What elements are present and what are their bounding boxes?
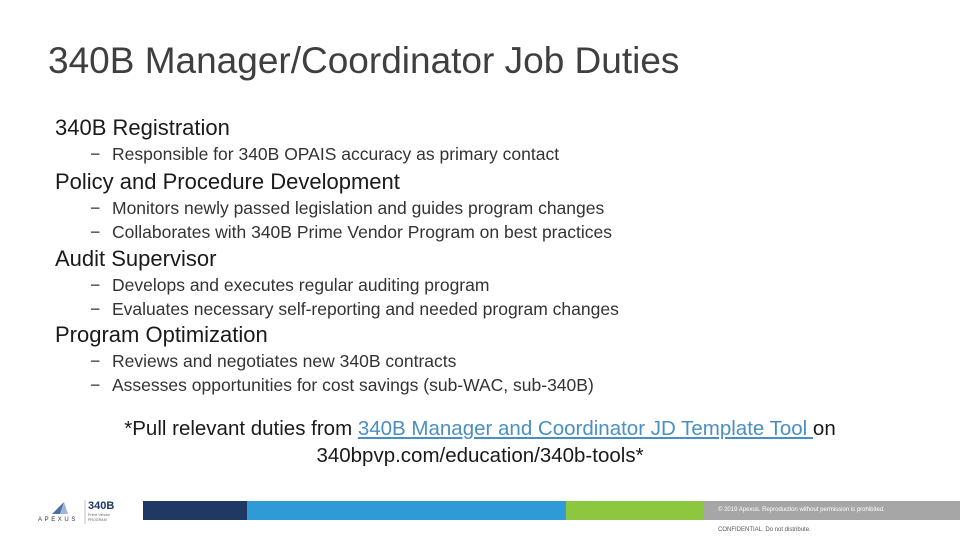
logo-sub2: PROGRAM: [88, 518, 107, 522]
section-bullet: [90, 351, 456, 372]
copyright-text: © 2019 Apexus. Reproduction without permission is prohibited.: [718, 507, 885, 513]
footnote: [40, 415, 920, 469]
logo-sub1: Prime Vendor: [88, 513, 110, 517]
bullet-text: Develops and executes regular auditing program: [112, 275, 490, 295]
bullet-dash: −: [90, 198, 101, 218]
footnote-prefix: *Pull relevant duties from: [124, 417, 358, 440]
bullet-text: Reviews and negotiates new 340B contracts: [112, 351, 457, 371]
bullet-dash: −: [90, 351, 101, 371]
confidential-text: CONFIDENTIAL. Do not distribute.: [718, 527, 811, 533]
footnote-suffix: on 340bpvp.com/education/340b-tools*: [316, 417, 836, 467]
section-bullet: [90, 275, 489, 296]
bullet-text: Monitors newly passed legislation and guides program changes: [112, 198, 605, 218]
footer-bar-blue: [247, 501, 566, 520]
logo-word: APEXUS: [38, 517, 78, 523]
logo-badge: 340B: [88, 500, 115, 512]
bullet-dash: −: [90, 275, 101, 295]
section-bullet: [90, 144, 559, 165]
bullet-dash: −: [90, 222, 101, 242]
section-bullet: [90, 299, 619, 320]
footer-bar-green: [566, 501, 704, 520]
bullet-text: Assesses opportunities for cost savings (sub-WAC, sub-340B): [112, 375, 594, 395]
section-heading: Policy and Procedure Development: [55, 169, 400, 194]
section-heading: Program Optimization: [55, 322, 268, 347]
bullet-text: Collaborates with 340B Prime Vendor Program on best practices: [112, 222, 612, 242]
jd-template-tool-link[interactable]: 340B Manager and Coordinator JD Template Tool: [357, 417, 813, 440]
section-heading: 340B Registration: [55, 115, 230, 140]
footer-bar-navy: [143, 501, 247, 520]
bullet-dash: −: [90, 375, 101, 395]
bullet-dash: −: [90, 144, 101, 164]
slide-title: 340B Manager/Coordinator Job Duties: [48, 40, 680, 81]
apexus-logo: [38, 496, 128, 526]
bullet-text: Responsible for 340B OPAIS accuracy as primary contact: [112, 144, 560, 164]
section-bullet: [90, 222, 612, 243]
section-bullet: [90, 375, 594, 396]
section-heading: Audit Supervisor: [55, 246, 217, 271]
section-bullet: [90, 198, 604, 219]
bullet-dash: −: [90, 299, 101, 319]
bullet-text: Evaluates necessary self-reporting and needed program changes: [112, 299, 619, 319]
